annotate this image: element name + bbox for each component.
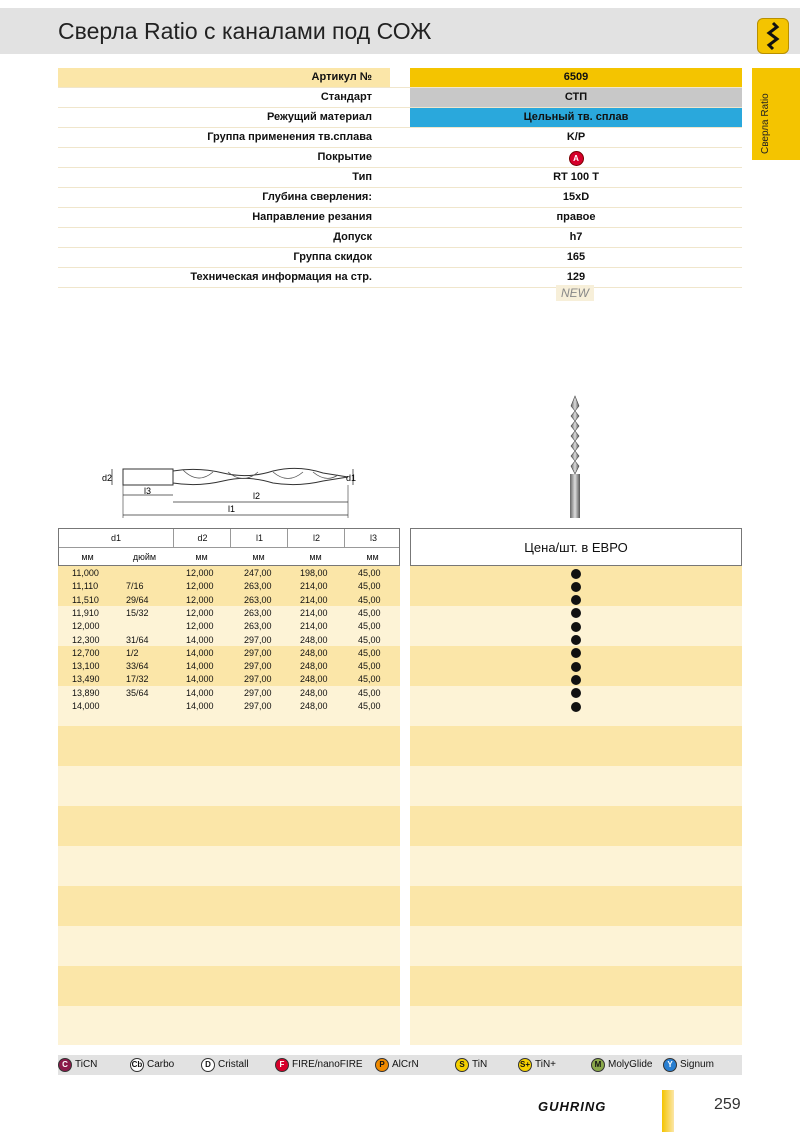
table-cell: 247,00 — [244, 568, 272, 578]
table-cell: 248,00 — [300, 687, 328, 698]
unit-header: дюйм — [132, 552, 157, 562]
table-cell: 14,000 — [186, 647, 214, 658]
table-cell: 45,00 — [358, 647, 381, 658]
spec-row — [58, 148, 742, 168]
table-row[interactable] — [58, 607, 400, 620]
spec-label: Направление резания — [252, 211, 372, 223]
column-header-l2[interactable]: l2 — [287, 529, 345, 547]
table-cell: 45,00 — [358, 701, 381, 711]
table-cell: 13,100 — [72, 661, 100, 672]
table-row[interactable] — [58, 567, 400, 580]
spec-label: Покрытие — [317, 151, 372, 163]
spec-value: 129 — [566, 271, 586, 283]
legend-item — [375, 1058, 419, 1072]
table-cell: 11,000 — [72, 568, 99, 578]
legend-item — [663, 1058, 714, 1072]
spec-label: Стандарт — [320, 91, 372, 103]
table-cell: 248,00 — [300, 647, 328, 658]
availability-dot-icon — [571, 702, 581, 712]
table-cell: 248,00 — [300, 634, 328, 645]
spec-label: Техническая информация на стр. — [190, 271, 372, 283]
table-cell: 31/64 — [126, 634, 149, 645]
table-band — [410, 806, 742, 846]
drawing-d2-label: d2 — [102, 473, 113, 483]
table-row[interactable] — [58, 700, 400, 713]
brand-logo: GUHRING — [538, 1099, 607, 1114]
availability-dot-icon — [571, 582, 581, 592]
table-cell: 45,00 — [358, 568, 381, 578]
page-number: 259 — [714, 1096, 741, 1113]
table-cell: 214,00 — [300, 621, 328, 632]
legend-item — [518, 1058, 556, 1072]
legend-label: TiCN — [75, 1059, 98, 1070]
table-cell: 1/2 — [126, 647, 139, 658]
table-cell: 14,000 — [186, 674, 214, 685]
spec-label: Глубина сверления: — [262, 191, 372, 203]
table-band — [410, 926, 742, 966]
legend-label: Cristall — [218, 1059, 249, 1070]
table-cell: 45,00 — [358, 674, 381, 685]
coating-code-icon: C — [58, 1058, 72, 1072]
legend-label: TiN — [472, 1059, 488, 1070]
table-cell: 45,00 — [358, 607, 381, 618]
table-cell: 263,00 — [244, 594, 272, 605]
table-cell: 12,000 — [72, 621, 100, 632]
coating-code-icon: S — [455, 1058, 469, 1072]
data-table-header — [58, 528, 400, 566]
table-cell: 248,00 — [300, 661, 328, 672]
table-cell: 45,00 — [358, 594, 381, 605]
table-band — [58, 926, 400, 966]
spec-row — [58, 168, 742, 188]
unit-header: мм — [252, 552, 265, 562]
legend-item — [591, 1058, 652, 1072]
table-cell: 14,000 — [186, 634, 214, 645]
table-band — [58, 726, 400, 766]
spec-label: Режущий материал — [266, 111, 372, 123]
availability-dot-icon — [571, 635, 581, 645]
spec-value: K/P — [566, 131, 586, 143]
page-title: Сверла Ratio с каналами под СОЖ — [58, 18, 432, 44]
spec-row — [58, 68, 742, 88]
spec-value: 15xD — [562, 191, 590, 203]
table-band — [58, 766, 400, 806]
table-cell: 12,000 — [186, 581, 214, 592]
table-cell: 13,490 — [72, 674, 100, 685]
coating-code-icon: F — [275, 1058, 289, 1072]
drawing-l3-label: l3 — [144, 486, 152, 496]
spec-row — [58, 88, 742, 108]
table-cell: 45,00 — [358, 634, 381, 645]
legend-label: AlCrN — [392, 1059, 419, 1070]
side-tab-label: Сверла Ratio — [760, 93, 771, 154]
side-tab[interactable] — [752, 68, 800, 160]
spec-row — [58, 188, 742, 208]
table-row[interactable] — [58, 580, 400, 593]
table-band — [410, 966, 742, 1006]
table-cell: 198,00 — [300, 568, 328, 578]
table-row[interactable] — [58, 634, 400, 647]
spec-value: 165 — [566, 251, 586, 263]
spec-row — [58, 208, 742, 228]
coating-code-icon: S+ — [518, 1058, 532, 1072]
column-header-d1[interactable]: d1 — [110, 533, 121, 543]
unit-header: мм — [195, 552, 208, 562]
table-cell: 263,00 — [244, 581, 272, 592]
coating-code-icon: D — [201, 1058, 215, 1072]
coating-badge-icon: A — [569, 151, 584, 166]
availability-dot-icon — [571, 675, 581, 685]
legend-label: MolyGlide — [608, 1059, 653, 1070]
spec-row — [58, 228, 742, 248]
table-cell: 45,00 — [358, 581, 381, 592]
table-cell: 45,00 — [358, 621, 381, 632]
column-header-l1[interactable]: l1 — [230, 529, 288, 547]
spec-label: Допуск — [333, 231, 372, 243]
coating-legend — [58, 1055, 742, 1075]
table-cell: 33/64 — [126, 661, 149, 672]
drawing-d1-label: d1 — [346, 473, 357, 483]
table-cell: 13,890 — [72, 687, 100, 698]
table-cell: 297,00 — [244, 634, 272, 645]
spec-value: h7 — [569, 231, 583, 243]
table-cell: 214,00 — [300, 594, 328, 605]
coating-code-icon: Cb — [130, 1058, 144, 1072]
table-band — [58, 846, 400, 886]
legend-label: Carbo — [147, 1059, 175, 1070]
spec-label: Группа скидок — [293, 251, 372, 263]
column-header-l3[interactable]: l3 — [344, 529, 402, 547]
table-row[interactable] — [58, 660, 400, 673]
table-band — [58, 886, 400, 926]
table-band — [410, 766, 742, 806]
availability-dot-icon — [571, 569, 581, 579]
table-cell: 11,110 — [72, 581, 99, 592]
table-cell: 11,510 — [72, 594, 99, 605]
legend-label: TiN+ — [535, 1059, 557, 1070]
table-band — [58, 806, 400, 846]
table-band — [410, 1006, 742, 1045]
drill-product-image — [560, 394, 590, 520]
footer-accent-bar — [662, 1090, 674, 1132]
spec-value — [410, 148, 742, 167]
table-cell: 297,00 — [244, 674, 272, 685]
table-cell: 214,00 — [300, 581, 328, 592]
coating-code-icon: Y — [663, 1058, 677, 1072]
table-cell: 14,000 — [186, 661, 214, 672]
spec-label: Группа применения тв.сплава — [207, 131, 372, 143]
legend-label: Signum — [680, 1059, 714, 1070]
table-cell: 214,00 — [300, 607, 328, 618]
table-cell: 12,000 — [186, 621, 214, 632]
table-row[interactable] — [58, 594, 400, 607]
new-badge: NEW — [556, 285, 594, 301]
table-cell: 297,00 — [244, 687, 272, 698]
table-cell: 12,000 — [186, 594, 214, 605]
drawing-l1-label: l1 — [228, 504, 236, 514]
availability-dot-icon — [571, 662, 581, 672]
table-cell: 14,000 — [186, 687, 214, 698]
legend-item — [58, 1058, 97, 1072]
spec-value: RT 100 T — [553, 171, 599, 183]
table-cell: 35/64 — [126, 687, 149, 698]
availability-dot-icon — [571, 622, 581, 632]
unit-header: мм — [309, 552, 322, 562]
table-band — [410, 726, 742, 766]
table-cell: 45,00 — [358, 661, 381, 672]
table-cell: 17/32 — [126, 674, 149, 685]
table-cell: 263,00 — [244, 621, 272, 632]
spec-table — [58, 68, 742, 288]
table-cell: 12,700 — [72, 647, 100, 658]
table-cell: 45,00 — [358, 687, 381, 698]
legend-label: FIRE/nanoFIRE — [292, 1059, 363, 1070]
spec-row — [58, 268, 742, 288]
spec-value: СТП — [410, 88, 742, 107]
spec-label: Тип — [352, 171, 372, 183]
page-header — [0, 8, 800, 54]
table-band — [58, 1006, 400, 1045]
table-cell: 14,000 — [186, 701, 214, 711]
spec-value: Цельный тв. сплав — [410, 108, 742, 127]
table-row[interactable] — [58, 673, 400, 686]
unit-header: мм — [81, 552, 94, 562]
spec-row — [58, 248, 742, 268]
table-band — [410, 846, 742, 886]
spec-value: правое — [556, 211, 596, 223]
table-cell: 11,910 — [72, 607, 99, 618]
table-cell: 297,00 — [244, 661, 272, 672]
table-row[interactable] — [58, 687, 400, 700]
table-row[interactable] — [58, 647, 400, 660]
table-cell: 14,000 — [72, 701, 100, 711]
legend-item — [201, 1058, 249, 1072]
drill-logo-icon — [757, 18, 789, 54]
table-cell: 12,000 — [186, 607, 214, 618]
table-cell: 15/32 — [126, 607, 149, 618]
coating-code-icon: P — [375, 1058, 389, 1072]
table-row[interactable] — [58, 620, 400, 633]
table-cell: 12,000 — [186, 568, 214, 578]
table-cell: 248,00 — [300, 674, 328, 685]
unit-header: мм — [366, 552, 379, 562]
spec-label: Артикул № — [58, 68, 390, 87]
table-band — [58, 966, 400, 1006]
legend-item — [275, 1058, 363, 1072]
spec-row — [58, 128, 742, 148]
legend-item — [455, 1058, 487, 1072]
table-cell: 297,00 — [244, 647, 272, 658]
table-cell: 7/16 — [126, 581, 144, 592]
table-cell: 248,00 — [300, 701, 328, 711]
table-cell: 297,00 — [244, 701, 272, 711]
legend-item — [130, 1058, 174, 1072]
price-header: Цена/шт. в ЕВРО — [410, 528, 742, 566]
drawing-l2-label: l2 — [253, 491, 261, 501]
table-cell: 29/64 — [126, 594, 149, 605]
table-cell: 12,300 — [72, 634, 100, 645]
spec-row — [58, 108, 742, 128]
spec-value: 6509 — [410, 68, 742, 87]
drill-drawing — [98, 455, 368, 525]
table-cell: 263,00 — [244, 607, 272, 618]
coating-code-icon: M — [591, 1058, 605, 1072]
table-band — [410, 886, 742, 926]
column-header-d2[interactable]: d2 — [173, 529, 231, 547]
